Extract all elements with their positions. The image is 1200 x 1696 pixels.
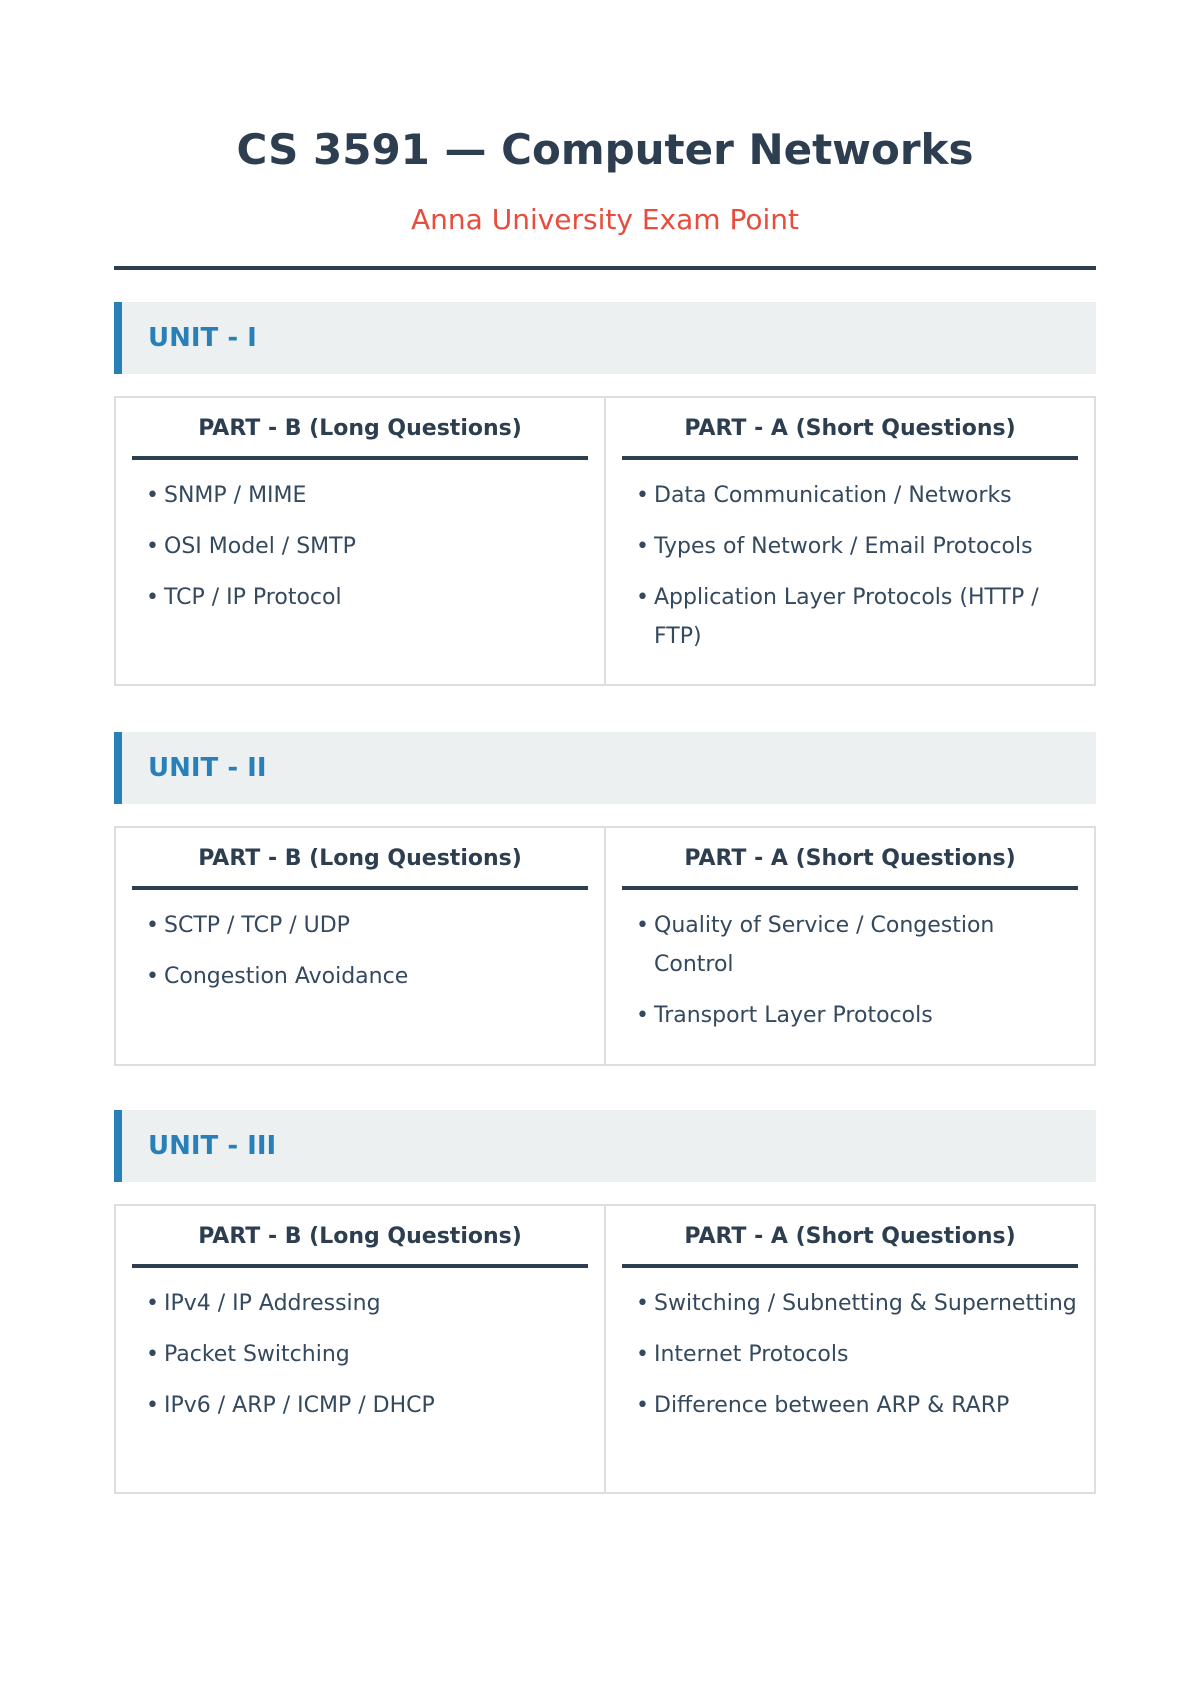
- unit-heading: [114, 1110, 1096, 1182]
- list-item: • Switching / Subnetting & Supernetting: [636, 1284, 1078, 1323]
- part-b-title: PART - B (Long Questions): [132, 1222, 588, 1268]
- list-item: • Application Layer Protocols (HTTP / FTP): [636, 578, 1078, 656]
- part-a-list: [622, 906, 1078, 1035]
- unit-section-1: [114, 302, 1096, 686]
- part-b-list: [132, 476, 588, 617]
- unit-section-3: [114, 1110, 1096, 1494]
- part-a-list: [622, 1284, 1078, 1425]
- part-a-column: [604, 828, 1094, 1064]
- unit-title: UNIT - II: [148, 753, 267, 783]
- part-b-column: [116, 828, 604, 1064]
- list-item: • Types of Network / Email Protocols: [636, 527, 1078, 566]
- list-item: • Quality of Service / Congestion Control: [636, 906, 1078, 984]
- part-a-title: PART - A (Short Questions): [622, 844, 1078, 890]
- unit-title: UNIT - I: [148, 323, 257, 353]
- list-item: • IPv4 / IP Addressing: [146, 1284, 588, 1323]
- part-b-title: PART - B (Long Questions): [132, 844, 588, 890]
- header-divider: [114, 266, 1096, 270]
- part-b-list: [132, 1284, 588, 1425]
- part-b-title: PART - B (Long Questions): [132, 414, 588, 460]
- part-a-column: [604, 1206, 1094, 1492]
- list-item: • IPv6 / ARP / ICMP / DHCP: [146, 1386, 588, 1425]
- list-item: • TCP / IP Protocol: [146, 578, 588, 617]
- part-a-title: PART - A (Short Questions): [622, 414, 1078, 460]
- page-title: CS 3591 — Computer Networks: [236, 125, 974, 174]
- unit-section-2: [114, 732, 1096, 1066]
- part-b-list: [132, 906, 588, 996]
- list-item: • OSI Model / SMTP: [146, 527, 588, 566]
- list-item: • SCTP / TCP / UDP: [146, 906, 588, 945]
- unit-title: UNIT - III: [148, 1131, 277, 1161]
- list-item: • Data Communication / Networks: [636, 476, 1078, 515]
- list-item: • SNMP / MIME: [146, 476, 588, 515]
- list-item: • Internet Protocols: [636, 1335, 1078, 1374]
- unit-questions-table: [114, 826, 1096, 1066]
- list-item: • Congestion Avoidance: [146, 957, 588, 996]
- unit-questions-table: [114, 396, 1096, 686]
- page-subtitle: Anna University Exam Point: [411, 203, 799, 236]
- unit-questions-table: [114, 1204, 1096, 1494]
- part-a-list: [622, 476, 1078, 656]
- part-b-column: [116, 398, 604, 684]
- unit-heading: [114, 732, 1096, 804]
- list-item: • Difference between ARP & RARP: [636, 1386, 1078, 1425]
- list-item: • Transport Layer Protocols: [636, 996, 1078, 1035]
- part-b-column: [116, 1206, 604, 1492]
- unit-heading: [114, 302, 1096, 374]
- part-a-column: [604, 398, 1094, 684]
- part-a-title: PART - A (Short Questions): [622, 1222, 1078, 1268]
- list-item: • Packet Switching: [146, 1335, 588, 1374]
